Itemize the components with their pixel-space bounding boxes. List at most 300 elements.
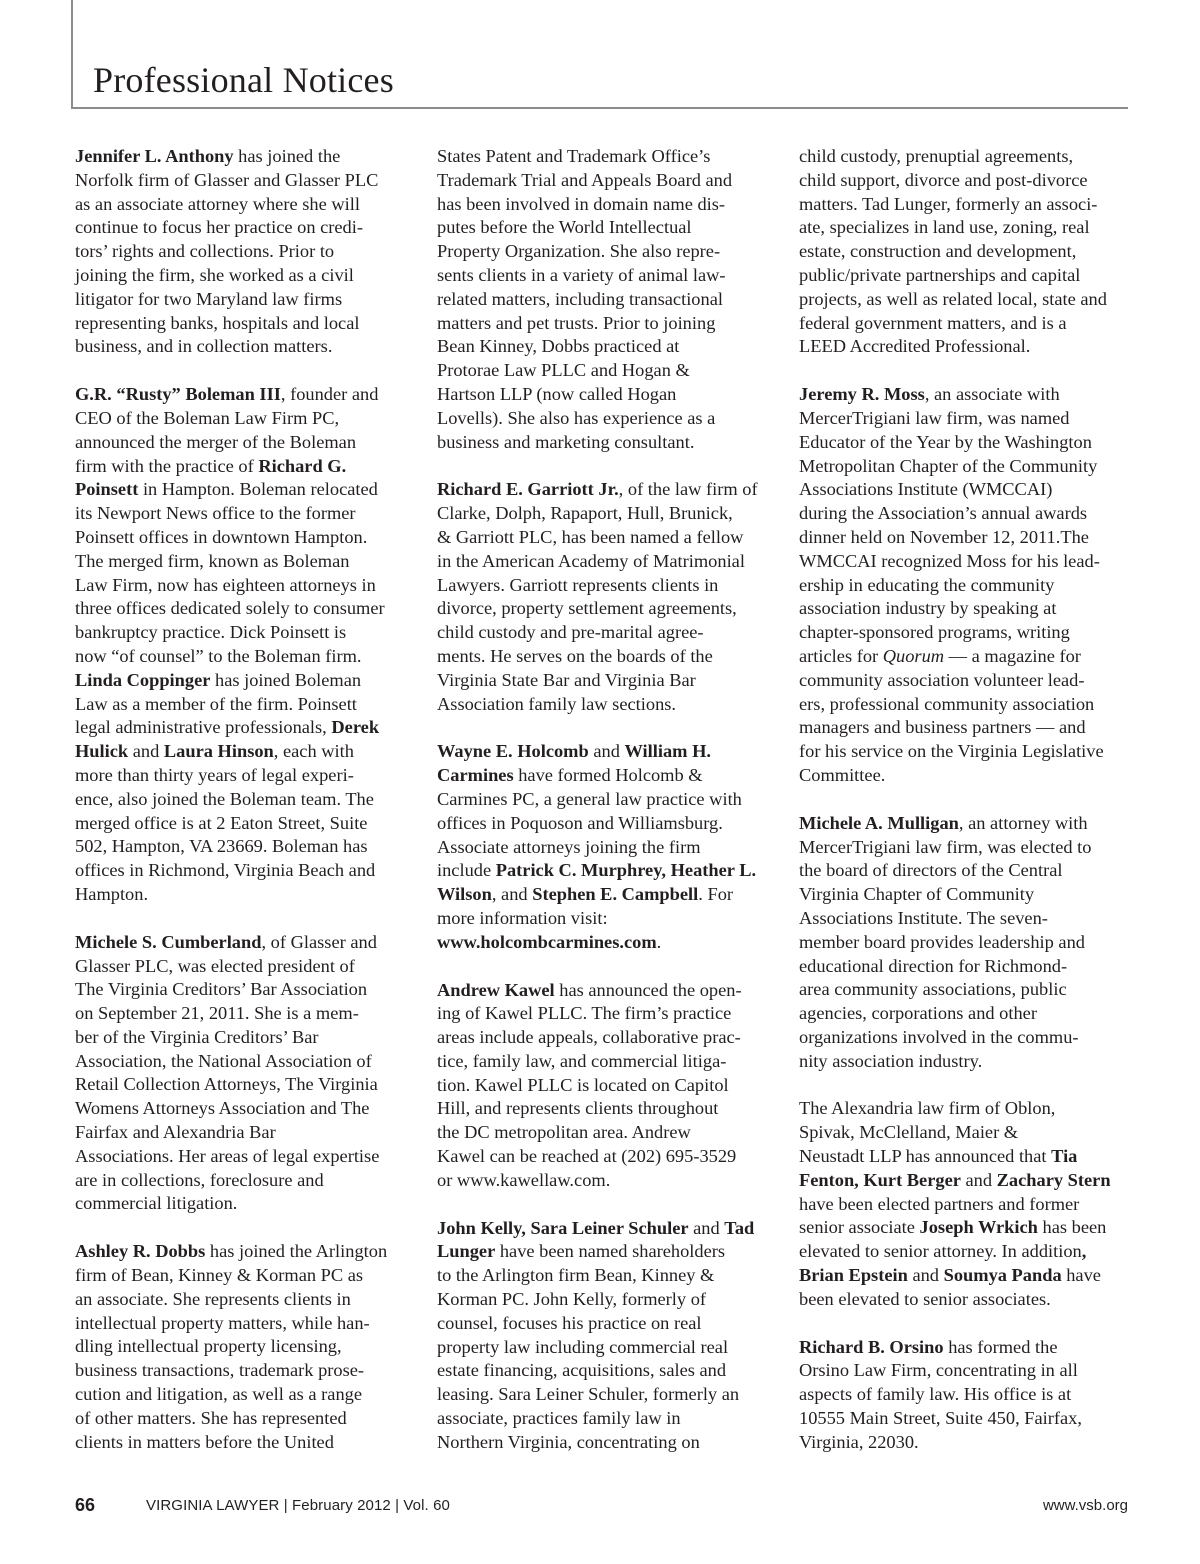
text-run: associate, practices family law in xyxy=(437,1408,681,1429)
text-line xyxy=(799,597,1135,621)
text-line xyxy=(437,883,773,907)
text-line xyxy=(75,621,411,645)
text-run: merged office is at 2 Eaton Street, Suite xyxy=(75,812,368,833)
text-run: 10555 Main Street, Suite 450, Fairfax, xyxy=(799,1408,1082,1429)
text-run: Retail Collection Attorneys, The Virginia xyxy=(75,1074,378,1095)
text-line xyxy=(75,335,411,359)
text-run: and xyxy=(907,1265,944,1286)
text-line xyxy=(75,931,411,955)
text-run: firm with the practice of xyxy=(75,455,259,476)
text-run: , of the law firm of xyxy=(618,479,758,500)
name-highlight: John Kelly, Sara Leiner Schuler xyxy=(437,1217,689,1238)
notice-paragraph xyxy=(799,1097,1135,1311)
text-line xyxy=(75,955,411,979)
text-run: during the Association’s annual awards xyxy=(799,503,1088,524)
text-run: ence, also joined the Boleman team. The xyxy=(75,788,374,809)
text-line xyxy=(75,216,411,240)
text-run: counsel, focuses his practice on real xyxy=(437,1312,702,1333)
column-2 xyxy=(437,145,773,1479)
text-run: Northern Virginia, concentrating on xyxy=(437,1431,700,1452)
text-run: as an associate attorney where she will xyxy=(75,193,360,214)
text-run: intellectual property matters, while han- xyxy=(75,1312,370,1333)
text-run: Virginia, 22030. xyxy=(799,1431,919,1452)
text-line xyxy=(799,764,1135,788)
text-run: tors’ rights and collections. Prior to xyxy=(75,241,335,262)
text-run: Glasser PLC, was elected president of xyxy=(75,955,355,976)
name-highlight: Jennifer L. Anthony xyxy=(75,146,234,166)
name-highlight: Joseph Wrkich xyxy=(919,1217,1038,1238)
text-line xyxy=(75,1002,411,1026)
text-line xyxy=(437,788,773,812)
text-run: has formed the xyxy=(943,1336,1058,1357)
publication-info: VIRGINIA LAWYER | February 2012 | Vol. 60 xyxy=(146,1497,450,1514)
text-run: Educator of the Year by the Washington xyxy=(799,431,1092,452)
page-number: 66 xyxy=(75,1495,96,1515)
text-run: association industry by speaking at xyxy=(799,598,1057,619)
text-run: litigator for two Maryland law firms xyxy=(75,288,343,309)
text-run: in Hampton. Boleman relocated xyxy=(138,479,378,500)
name-highlight: Fenton, Kurt Berger xyxy=(799,1169,961,1190)
text-run: three offices dedicated solely to consumer xyxy=(75,598,385,619)
text-line xyxy=(437,693,773,717)
name-highlight: Michele A. Mulligan xyxy=(799,812,959,833)
text-line xyxy=(799,455,1135,479)
text-run: ership in educating the community xyxy=(799,574,1055,595)
text-run: Association, the National Association of xyxy=(75,1050,372,1071)
notice-paragraph xyxy=(75,931,411,1217)
text-run: has joined the xyxy=(233,146,341,166)
text-run: more information visit: xyxy=(437,907,608,928)
text-line xyxy=(437,907,773,931)
text-run: Association family law sections. xyxy=(437,693,677,714)
text-run: ate, specializes in land use, zoning, real xyxy=(799,217,1090,238)
text-line xyxy=(437,979,773,1003)
text-run: and xyxy=(588,741,625,762)
header-vertical-rule xyxy=(71,0,73,108)
text-line xyxy=(75,1097,411,1121)
text-run: agencies, corporations and other xyxy=(799,1003,1037,1024)
text-run: putes before the World Intellectual xyxy=(437,217,692,238)
text-line xyxy=(799,145,1135,169)
text-line xyxy=(437,240,773,264)
text-run: organizations involved in the commu- xyxy=(799,1026,1079,1047)
text-line xyxy=(799,1288,1135,1312)
text-line xyxy=(437,859,773,883)
notice-paragraph xyxy=(75,145,411,359)
text-run: Norfolk firm of Glasser and Glasser PLC xyxy=(75,169,379,190)
text-line xyxy=(799,1336,1135,1360)
text-line xyxy=(75,1169,411,1193)
text-line xyxy=(799,859,1135,883)
text-line xyxy=(437,931,773,955)
text-line xyxy=(437,335,773,359)
text-run: representing banks, hospitals and local xyxy=(75,312,360,333)
text-line xyxy=(437,1312,773,1336)
text-line xyxy=(437,169,773,193)
notice-paragraph xyxy=(437,1217,773,1455)
text-run: educational direction for Richmond- xyxy=(799,955,1068,976)
text-line xyxy=(75,1073,411,1097)
text-run: dling intellectual property licensing, xyxy=(75,1336,342,1357)
text-line xyxy=(799,1407,1135,1431)
text-line xyxy=(75,1240,411,1264)
text-line xyxy=(437,216,773,240)
text-run: tion. Kawel PLLC is located on Capitol xyxy=(437,1074,729,1095)
text-line xyxy=(437,478,773,502)
text-line xyxy=(799,645,1135,669)
text-line xyxy=(75,883,411,907)
text-run: managers and business partners — and xyxy=(799,717,1086,738)
text-line xyxy=(437,597,773,621)
name-highlight: Linda Coppinger xyxy=(75,669,211,690)
name-highlight: William H. xyxy=(624,741,711,762)
text-run: ments. He serves on the boards of the xyxy=(437,645,713,666)
text-run: or www.kawellaw.com. xyxy=(437,1169,611,1190)
text-line xyxy=(437,764,773,788)
text-run: child support, divorce and post-divorce xyxy=(799,169,1088,190)
text-run: joining the firm, she worked as a civil xyxy=(75,264,354,285)
text-line xyxy=(75,835,411,859)
text-line xyxy=(799,574,1135,598)
name-highlight: Michele S. Cumberland xyxy=(75,931,262,952)
text-run: nity association industry. xyxy=(799,1050,983,1071)
text-line xyxy=(437,1288,773,1312)
text-line xyxy=(437,1002,773,1026)
text-run: Fairfax and Alexandria Bar xyxy=(75,1122,276,1143)
text-run: ber of the Virginia Creditors’ Bar xyxy=(75,1026,319,1047)
text-line xyxy=(799,812,1135,836)
text-line xyxy=(75,1407,411,1431)
text-line xyxy=(75,1359,411,1383)
text-run: , an associate with xyxy=(924,384,1060,405)
text-line xyxy=(799,978,1135,1002)
text-run: sents clients in a variety of animal law- xyxy=(437,264,726,285)
text-run: continue to focus her practice on credi- xyxy=(75,217,363,238)
text-line xyxy=(437,1264,773,1288)
text-line xyxy=(75,1383,411,1407)
text-run: matters and pet trusts. Prior to joining xyxy=(437,312,716,333)
text-line xyxy=(799,883,1135,907)
text-line xyxy=(437,383,773,407)
text-run: Spivak, McClelland, Maier & xyxy=(799,1122,1019,1143)
name-highlight: Laura Hinson xyxy=(163,741,274,762)
text-line xyxy=(437,1336,773,1360)
text-line xyxy=(437,1431,773,1455)
text-run: are in collections, foreclosure and xyxy=(75,1169,324,1190)
page-footer xyxy=(75,1495,1128,1521)
text-line xyxy=(75,1431,411,1455)
text-line xyxy=(799,1026,1135,1050)
text-line xyxy=(799,931,1135,955)
text-line xyxy=(75,978,411,1002)
text-line xyxy=(437,1145,773,1169)
text-line xyxy=(799,669,1135,693)
text-line xyxy=(799,907,1135,931)
text-line xyxy=(75,574,411,598)
text-run: Clarke, Dolph, Rapaport, Hull, Brunick, xyxy=(437,503,733,524)
text-line xyxy=(799,716,1135,740)
text-run: an associate. She represents clients in xyxy=(75,1288,351,1309)
text-run: community association volunteer lead- xyxy=(799,669,1085,690)
name-highlight: Carmines xyxy=(437,765,514,786)
text-line xyxy=(799,502,1135,526)
text-line xyxy=(75,550,411,574)
text-run: & Garriott PLC, has been named a fellow xyxy=(437,526,744,547)
text-line xyxy=(75,597,411,621)
text-run: the board of directors of the Central xyxy=(799,860,1063,881)
text-run: have formed Holcomb & xyxy=(513,765,703,786)
text-line xyxy=(75,145,411,169)
text-line xyxy=(437,1359,773,1383)
text-run: business transactions, trademark prose- xyxy=(75,1360,365,1381)
text-line xyxy=(75,764,411,788)
text-line xyxy=(437,740,773,764)
text-run: MercerTrigiani law firm, was elected to xyxy=(799,836,1092,857)
text-run: Associations. Her areas of legal expertise xyxy=(75,1145,380,1166)
text-run: dinner held on November 12, 2011.The xyxy=(799,526,1089,547)
name-highlight: Zachary Stern xyxy=(996,1169,1111,1190)
text-run: for his service on the Virginia Legislative xyxy=(799,741,1104,762)
text-run: estate financing, acquisitions, sales and xyxy=(437,1360,727,1381)
text-line xyxy=(799,240,1135,264)
text-line xyxy=(75,1050,411,1074)
text-line xyxy=(799,407,1135,431)
text-line xyxy=(75,1335,411,1359)
text-run: on September 21, 2011. She is a mem- xyxy=(75,1003,359,1024)
notice-paragraph xyxy=(799,145,1135,359)
text-run: bankruptcy practice. Dick Poinsett is xyxy=(75,622,347,643)
text-line xyxy=(799,431,1135,455)
text-line xyxy=(437,1121,773,1145)
text-run: chapter-sponsored programs, writing xyxy=(799,622,1070,643)
text-run: legal administrative professionals, xyxy=(75,717,332,738)
text-run: Committee. xyxy=(799,764,886,785)
text-line xyxy=(799,1240,1135,1264)
name-highlight: Tia xyxy=(1051,1146,1078,1167)
text-run: related matters, including transactional xyxy=(437,288,723,309)
text-line xyxy=(75,1264,411,1288)
text-line xyxy=(799,526,1135,550)
text-run: WMCCAI recognized Moss for his lead- xyxy=(799,550,1100,571)
text-line xyxy=(75,431,411,455)
text-run: child custody and pre-marital agree- xyxy=(437,622,704,643)
text-run: leasing. Sara Leiner Schuler, formerly an xyxy=(437,1384,740,1405)
text-line xyxy=(437,1026,773,1050)
text-line xyxy=(437,288,773,312)
text-run: Associations Institute (WMCCAI) xyxy=(799,479,1053,500)
text-line xyxy=(799,1193,1135,1217)
text-line xyxy=(75,1145,411,1169)
text-line xyxy=(799,1002,1135,1026)
notice-paragraph xyxy=(799,383,1135,788)
text-line xyxy=(437,359,773,383)
text-run: Lovells). She also has experience as a xyxy=(437,407,716,428)
notice-paragraph xyxy=(437,145,773,454)
text-run: have xyxy=(1061,1265,1101,1286)
text-line xyxy=(799,836,1135,860)
text-run: and xyxy=(960,1169,997,1190)
text-run: child custody, prenuptial agreements, xyxy=(799,146,1074,166)
text-line xyxy=(75,193,411,217)
text-run: Orsino Law Firm, concentrating in all xyxy=(799,1360,1078,1381)
text-run: Neustadt LLP has announced that xyxy=(799,1146,1052,1167)
column-3 xyxy=(799,145,1135,1479)
text-run: has been xyxy=(1037,1217,1107,1238)
text-run: Bean Kinney, Dobbs practiced at xyxy=(437,336,680,357)
text-run: LEED Accredited Professional. xyxy=(799,336,1031,357)
name-highlight: Jeremy R. Moss xyxy=(799,384,925,405)
text-run: Trademark Trial and Appeals Board and xyxy=(437,169,733,190)
italic-text: Quorum xyxy=(882,645,945,666)
text-run: and xyxy=(128,741,164,762)
name-highlight: Richard B. Orsino xyxy=(799,1336,944,1357)
text-run: announced the merger of the Boleman xyxy=(75,431,357,452)
text-line xyxy=(799,312,1135,336)
text-run: has joined Boleman xyxy=(210,669,362,690)
text-line xyxy=(75,788,411,812)
text-line xyxy=(437,431,773,455)
text-run: has announced the open- xyxy=(554,979,742,1000)
notice-paragraph xyxy=(437,740,773,954)
text-line xyxy=(799,216,1135,240)
text-run: Associations Institute. The seven- xyxy=(799,907,1048,928)
text-line xyxy=(75,812,411,836)
text-run: have been elected partners and former xyxy=(799,1193,1080,1214)
text-run: been elevated to senior associates. xyxy=(799,1288,1051,1309)
text-line xyxy=(75,240,411,264)
notice-paragraph xyxy=(437,979,773,1193)
text-run: areas include appeals, collaborative prac- xyxy=(437,1027,741,1048)
text-run: include xyxy=(437,860,496,881)
name-highlight: Patrick C. Murphrey, Heather L. xyxy=(495,860,757,881)
text-run: . For xyxy=(698,884,734,905)
text-run: Kawel can be reached at (202) 695-3529 xyxy=(437,1146,737,1167)
text-line xyxy=(437,312,773,336)
text-run: Korman PC. John Kelly, formerly of xyxy=(437,1289,707,1310)
text-line xyxy=(799,264,1135,288)
text-run: business and marketing consultant. xyxy=(437,431,695,452)
text-line xyxy=(799,193,1135,217)
text-line xyxy=(437,407,773,431)
page-title: Professional Notices xyxy=(93,60,394,100)
text-run: federal government matters, and is a xyxy=(799,312,1067,333)
text-line xyxy=(799,693,1135,717)
text-run: business, and in collection matters. xyxy=(75,336,333,357)
notice-paragraph xyxy=(75,383,411,907)
name-highlight: Lunger xyxy=(437,1241,496,1262)
text-run: ers, professional community association xyxy=(799,693,1095,714)
text-line xyxy=(799,1145,1135,1169)
text-line xyxy=(799,1359,1135,1383)
text-line xyxy=(75,859,411,883)
text-line xyxy=(799,1264,1135,1288)
text-line xyxy=(75,1312,411,1336)
header-horizontal-rule xyxy=(71,107,1128,109)
text-run: , founder and xyxy=(280,384,379,405)
text-line xyxy=(437,193,773,217)
text-line xyxy=(75,383,411,407)
text-line xyxy=(799,478,1135,502)
name-highlight: Andrew Kawel xyxy=(437,979,555,1000)
text-run: Virginia Chapter of Community xyxy=(799,884,1035,905)
text-line xyxy=(437,550,773,574)
text-line xyxy=(75,740,411,764)
text-run: articles for xyxy=(799,645,883,666)
text-line xyxy=(437,1074,773,1098)
text-line xyxy=(799,740,1135,764)
text-run: more than thirty years of legal experi- xyxy=(75,764,354,785)
text-run: area community associations, public xyxy=(799,979,1067,1000)
name-highlight: Ashley R. Dobbs xyxy=(75,1241,206,1262)
text-line xyxy=(437,1217,773,1241)
text-line xyxy=(437,1407,773,1431)
text-line xyxy=(799,1097,1135,1121)
text-line xyxy=(75,312,411,336)
text-line xyxy=(75,1121,411,1145)
name-highlight: Wayne E. Holcomb xyxy=(437,741,589,762)
text-line xyxy=(799,1216,1135,1240)
text-run: CEO of the Boleman Law Firm PC, xyxy=(75,407,340,428)
text-line xyxy=(437,574,773,598)
text-line xyxy=(799,1050,1135,1074)
text-line xyxy=(75,502,411,526)
name-highlight: Richard E. Garriott Jr. xyxy=(437,479,619,500)
text-line xyxy=(799,955,1135,979)
text-line xyxy=(799,1169,1135,1193)
text-run: public/private partnerships and capital xyxy=(799,264,1081,285)
text-line xyxy=(75,288,411,312)
website-url: www.vsb.org xyxy=(1042,1497,1128,1514)
text-run: member board provides leadership and xyxy=(799,931,1085,952)
notice-paragraph xyxy=(799,812,1135,1074)
text-run: . xyxy=(656,931,662,952)
text-line xyxy=(75,1026,411,1050)
text-line xyxy=(437,526,773,550)
text-line xyxy=(437,669,773,693)
text-run: clients in matters before the United xyxy=(75,1431,334,1452)
text-line xyxy=(437,1383,773,1407)
name-highlight: Stephen E. Campbell xyxy=(532,884,699,905)
text-line xyxy=(437,502,773,526)
text-line xyxy=(437,1169,773,1193)
text-run: MercerTrigiani law firm, was named xyxy=(799,407,1070,428)
text-line xyxy=(75,478,411,502)
notice-paragraph xyxy=(75,1240,411,1454)
notice-paragraph xyxy=(437,478,773,716)
text-run: divorce, property settlement agreements, xyxy=(437,598,737,619)
text-line xyxy=(75,526,411,550)
text-line xyxy=(75,669,411,693)
text-line xyxy=(799,621,1135,645)
text-run: firm of Bean, Kinney & Korman PC as xyxy=(75,1265,364,1286)
text-run: cution and litigation, as well as a range xyxy=(75,1384,363,1405)
text-run: now “of counsel” to the Boleman firm. xyxy=(75,645,362,666)
text-line xyxy=(437,645,773,669)
text-line xyxy=(75,693,411,717)
text-run: the DC metropolitan area. Andrew xyxy=(437,1122,691,1143)
name-highlight: G.R. “Rusty” Boleman III xyxy=(75,384,281,405)
text-run: Poinsett offices in downtown Hampton. xyxy=(75,526,368,547)
text-run: in the American Academy of Matrimonial xyxy=(437,550,745,571)
text-line xyxy=(799,550,1135,574)
text-run: have been named shareholders xyxy=(495,1241,726,1262)
text-run: offices in Richmond, Virginia Beach and xyxy=(75,860,376,881)
name-highlight: Hulick xyxy=(75,741,129,762)
text-run: aspects of family law. His office is at xyxy=(799,1384,1072,1405)
name-highlight: www.holcombcarmines.com xyxy=(437,931,657,952)
text-run: senior associate xyxy=(799,1217,920,1238)
text-run: Property Organization. She also repre- xyxy=(437,241,721,262)
